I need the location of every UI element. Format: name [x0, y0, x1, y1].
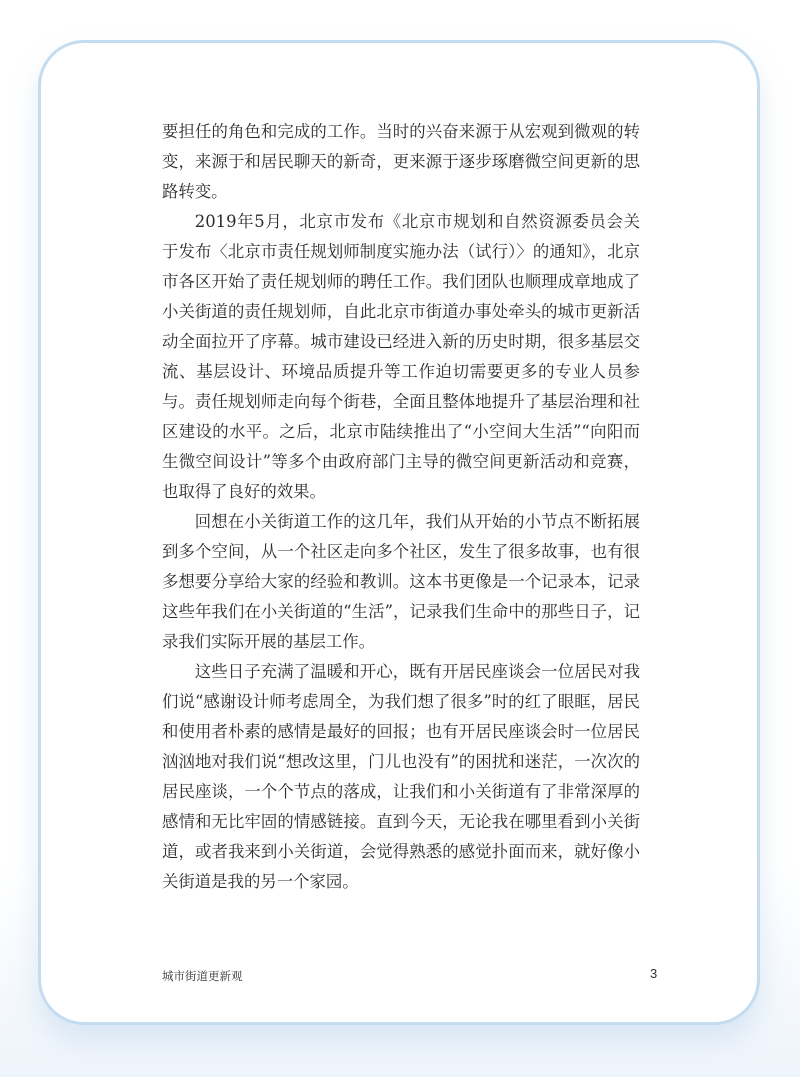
paragraph-4: 这些日子充满了温暖和开心，既有开居民座谈会一位居民对我们说“感谢设计师考虑周全，为我们想了很多”时的红了眼眶，居民和使用者朴素的感情是最好的回报；也有开居民座谈会时一位居民汹汹地对我们说“想改这里，门儿也没有”的困扰和迷茫，一次次的居民座谈，一个个节点的落成，让我们和小关街道有了非常深厚的感情和无比牢固的情感链接。直到今天，无论我在哪里看到小关街道，或者我来到小关街道，会觉得熟悉的感觉扑面而来，就好像小关街道是我的另一个家园。: [162, 662, 640, 891]
paragraph-1: 要担任的角色和完成的工作。当时的兴奋来源于从宏观到微观的转变，来源于和居民聊天的新奇，更来源于逐步琢磨微空间更新的思路转变。: [162, 122, 640, 201]
footer-book-title: 城市街道更新观: [162, 969, 243, 983]
footer-page-number: 3: [650, 966, 658, 981]
paragraph-3: 回想在小关街道工作的这几年，我们从开始的小节点不断拓展到多个空间，从一个社区走向多个社区，发生了很多故事，也有很多想要分享给大家的经验和教训。这本书更像是一个记录本，记录这些年我们在小关街道的“生活”，记录我们生命中的那些日子，记录我们实际开展的基层工作。: [162, 512, 640, 651]
paragraph-2: 2019年5月，北京市发布《北京市规划和自然资源委员会关于发布〈北京市责任规划师制度实施办法（试行）〉的通知》，北京市各区开始了责任规划师的聘任工作。我们团队也顺理成章地成了小关街道的责任规划师，自此北京市街道办事处牵头的城市更新活动全面拉开了序幕。城市建设已经进入新的历史时期，很多基层交流、基层设计、环境品质提升等工作迫切需要更多的专业人员参与。责任规划师走向每个街巷，全面且整体地提升了基层治理和社区建设的水平。之后，北京市陆续推出了“小空间大生活”“向阳而生微空间设计”等多个由政府部门主导的微空间更新活动和竞赛，也取得了良好的效果。: [162, 212, 640, 501]
body-text: [162, 117, 640, 897]
